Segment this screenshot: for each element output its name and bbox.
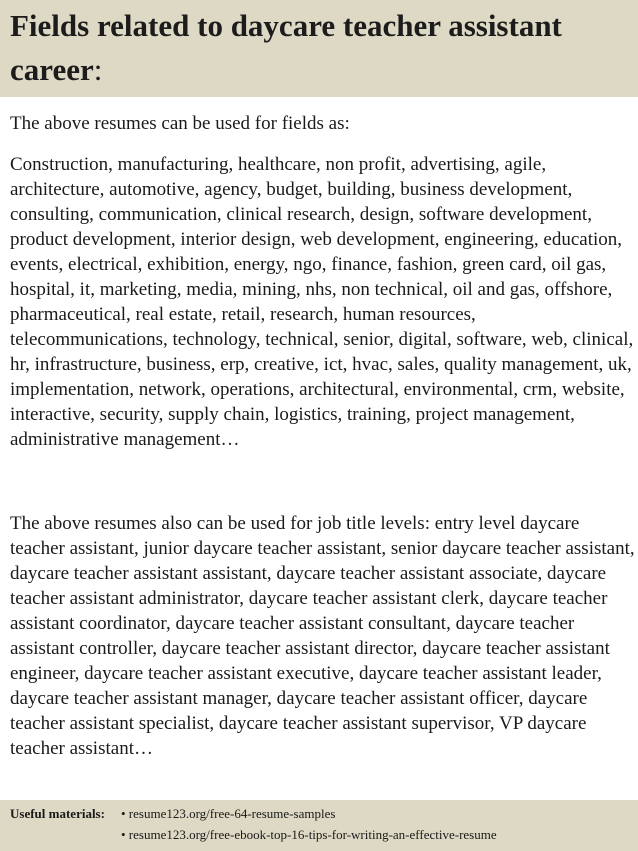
resume-samples-link[interactable]: • resume123.org/free-64-resume-samples — [121, 806, 336, 821]
page-title — [10, 4, 630, 92]
page-title-text: Fields related to daycare teacher assistant career — [10, 8, 562, 87]
intro-text: The above resumes can be used for fields as: — [10, 113, 350, 134]
job-levels-paragraph: The above resumes also can be used for job title levels: entry level daycare teacher assistant, junior daycare teacher assistant, senior daycare teacher assistant, daycare teacher assistant assistant, daycare teacher assistant associate, daycare teacher assistant administrator, daycare teacher assistant clerk, daycare teacher assistant coordinator, daycare teacher assistant consultant, daycare teacher assistant controller, daycare teacher assistant director, daycare teacher assistant engineer, daycare teacher assistant executive, daycare teacher assistant leader, daycare teacher assistant manager, daycare teacher assistant officer, daycare teacher assistant specialist, daycare teacher assistant supervisor, VP daycare teacher assistant… — [10, 513, 635, 759]
ebook-tips-link[interactable]: • resume123.org/free-ebook-top-16-tips-for-writing-an-effective-resume — [121, 827, 497, 842]
fields-paragraph: Construction, manufacturing, healthcare, non profit, advertising, agile, architecture, automotive, agency, budget, building, business development, consulting, communication, clinical research, design, software development, product development, interior design, web development, engineering, education, events, electrical, exhibition, energy, ngo, finance, fashion, green card, oil gas, hospital, it, marketing, media, mining, nhs, non technical, oil and gas, offshore, pharmaceutical, real estate, retail, research, human resources, telecommunications, technology, technical, senior, digital, software, web, clinical, hr, infrastructure, business, erp, creative, ict, hvac, sales, quality management, uk, implementation, network, operations, architectural, environmental, crm, website, interactive, security, supply chain, logistics, training, project management, administrative management… — [10, 154, 634, 450]
page-title-colon: : — [93, 52, 103, 87]
useful-materials-label: Useful materials: — [10, 806, 105, 821]
